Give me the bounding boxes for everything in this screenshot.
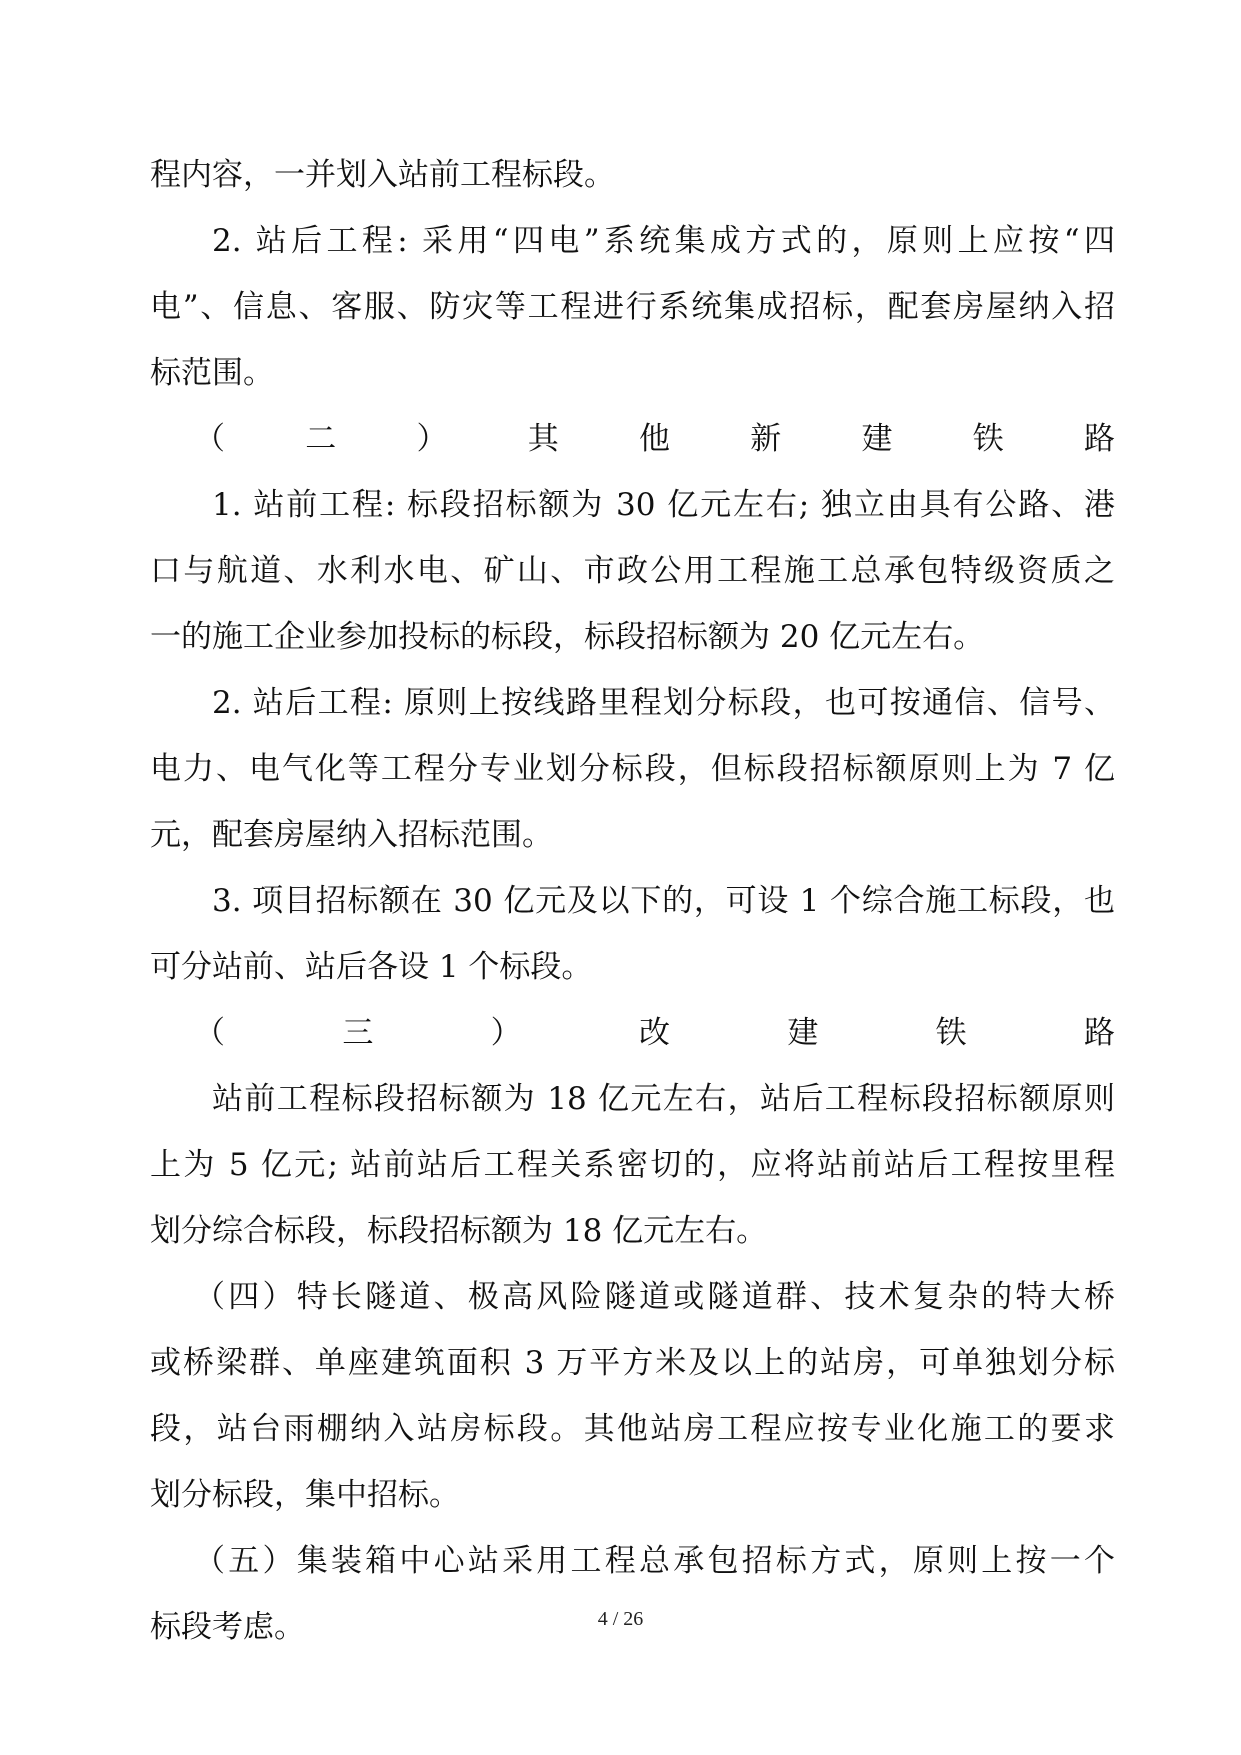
text-line: 程内容，一并划入站前工程标段。 [150, 157, 615, 193]
text-line: 划分标段，集中招标。 [150, 1477, 460, 1513]
text-line: （二）其他新建铁路 [194, 421, 1115, 457]
text-line: （四）特长隧道、极高风险隧道或隧道群、技术复杂的特大桥 [194, 1279, 1115, 1315]
text-line: 标范围。 [150, 355, 274, 391]
text-line: 上为 5 亿元; 站前站后工程关系密切的，应将站前站后工程按里程 [150, 1147, 1115, 1183]
text-line: （三）改建铁路 [194, 1015, 1115, 1051]
text-line: 划分综合标段，标段招标额为 18 亿元左右。 [150, 1213, 768, 1249]
page-number: 4 / 26 [597, 1608, 644, 1630]
text-line: 段，站台雨棚纳入站房标段。其他站房工程应按专业化施工的要求 [150, 1411, 1115, 1447]
text-line: 口与航道、水利水电、矿山、市政公用工程施工总承包特级资质之 [150, 553, 1115, 589]
text-line: 标段考虑。 [150, 1609, 305, 1645]
text-line: （五）集装箱中心站采用工程总承包招标方式，原则上按一个 [194, 1543, 1115, 1579]
text-line: 1. 站前工程: 标段招标额为 30 亿元左右; 独立由具有公路、港 [212, 487, 1115, 523]
text-line: 2. 站后工程: 采用“四电”系统集成方式的，原则上应按“四 [212, 223, 1115, 259]
text-line: 或桥梁群、单座建筑面积 3 万平方米及以上的站房，可单独划分标 [150, 1345, 1115, 1381]
text-line: 可分站前、站后各设 1 个标段。 [150, 949, 593, 985]
text-line: 3. 项目招标额在 30 亿元及以下的，可设 1 个综合施工标段，也 [212, 883, 1115, 919]
text-line: 一的施工企业参加投标的标段，标段招标额为 20 亿元左右。 [150, 619, 985, 655]
text-line: 电”、信息、客服、防灾等工程进行系统集成招标，配套房屋纳入招 [150, 289, 1115, 325]
text-line: 元，配套房屋纳入招标范围。 [150, 817, 553, 853]
document-body [150, 142, 1115, 1660]
text-line: 站前工程标段招标额为 18 亿元左右，站后工程标段招标额原则 [212, 1081, 1115, 1117]
text-line: 2. 站后工程: 原则上按线路里程划分标段，也可按通信、信号、 [212, 685, 1115, 721]
text-line: 电力、电气化等工程分专业划分标段，但标段招标额原则上为 7 亿 [150, 751, 1115, 787]
